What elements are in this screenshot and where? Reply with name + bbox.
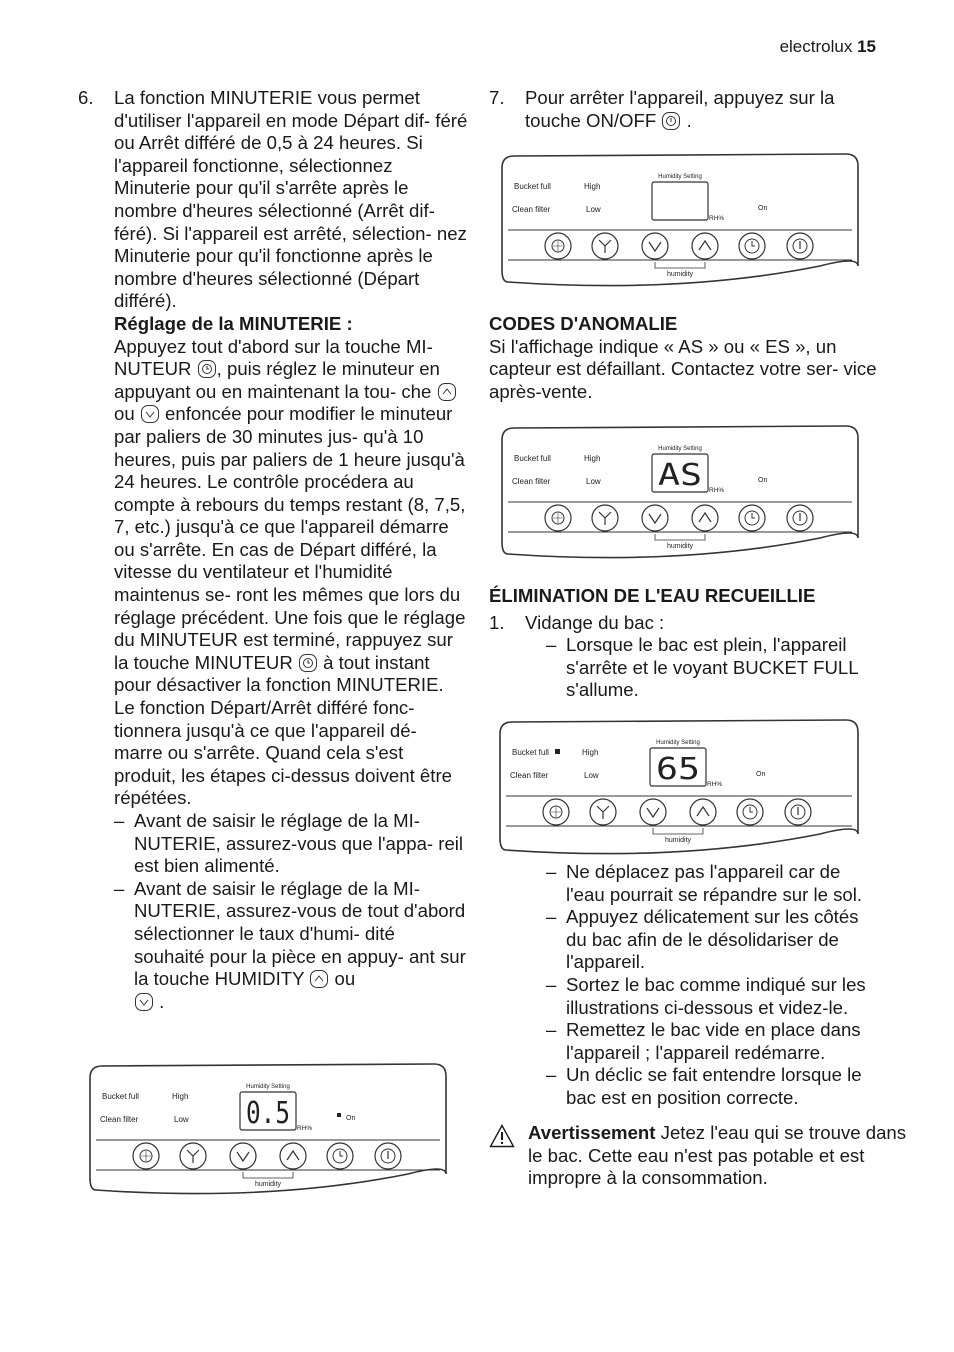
- humidity-label: humidity: [254, 1181, 282, 1188]
- up-arrow-icon: [438, 383, 456, 401]
- item-number: 6.: [78, 87, 94, 108]
- water-removal-section: [489, 585, 881, 702]
- high-label: High: [582, 748, 599, 757]
- power-icon: [662, 112, 680, 130]
- filter-icon: [133, 1143, 159, 1169]
- humidity-label: humidity: [666, 271, 694, 278]
- power-icon: [785, 799, 811, 825]
- clean-filter-label: Clean filter: [100, 1115, 139, 1124]
- error-codes-section: [489, 313, 881, 403]
- on-label: On: [758, 477, 768, 484]
- timer-instructions: Appuyez tout d'abord sur la touche MI- NUTEUR , puis réglez le minuteur en appuyant ou en maintenant la tou- che ou enfoncée pour modifier le minuteur par paliers de 30 minutes jus- qu'à 10 heures, puis par paliers de 1 heure jusqu'à 24 heures. Le contrôle procédera au compte à rebours du temps restant (8, 7,5, 7, etc.) jusqu'à ce que l'appareil démarre ou s'arrête. En cas de Départ différé, la vitesse du ventilateur et l'humidité maintenus se- ront les mêmes que lors du réglage précédent. Une fois que le réglage du MINUTEUR est terminé, rappuyez sur la touche MINUTEUR à tout instant pour désactiver la fonction MINUTERIE. Le fonction Départ/Arrêt différé fonc- tionnera jusqu'à ce que l'appareil dé- marre ou s'arrête. Quand cela s'est produit, les étapes ci-dessus doivent être répétées.: [114, 335, 466, 809]
- on-label: On: [756, 771, 766, 778]
- humidity-setting-label: Humidity Setting: [246, 1084, 290, 1090]
- timer-paragraph: La fonction MINUTERIE vous permet d'utiliser l'appareil en mode Départ dif- féré ou Arrêt différé de 0,5 à 24 heures. Si l'appareil fonctionne, sélectionnez Minuterie pour qu'il s'arrête après le nombre d'heures sélectionné (Arrêt dif- féré). Si l'appareil est arrêté, sélection- nez Minuterie pour qu'il fonctionne après le nombre d'heures sélectionné (Départ différé).: [114, 87, 468, 312]
- low-label: Low: [586, 205, 601, 214]
- warning-title: Avertissement: [528, 1122, 656, 1143]
- bucket-full-label: Bucket full: [514, 182, 551, 191]
- up-arrow-icon: [692, 505, 718, 531]
- fan-icon: [592, 505, 618, 531]
- left-column: [78, 87, 468, 1013]
- timer-icon: [739, 505, 765, 531]
- on-label: On: [346, 1115, 356, 1122]
- timer-subheading: Réglage de la MINUTERIE :: [114, 312, 353, 334]
- rh-label: RH%: [707, 781, 723, 788]
- up-arrow-icon: [280, 1143, 306, 1169]
- timer-icon: [299, 654, 317, 672]
- bullet-item: – Un déclic se fait entendre lorsque le bac est en position correcte.: [546, 1064, 881, 1109]
- bullet-item: – Appuyez délicatement sur les côtés du bac afin de le désolidariser de l'appareil.: [546, 906, 881, 974]
- display-window: [652, 182, 708, 220]
- up-arrow-icon: [310, 970, 328, 988]
- control-panel: [500, 424, 860, 560]
- down-arrow-icon: [230, 1143, 256, 1169]
- rh-label: RH%: [297, 1125, 313, 1132]
- bucket-bullets: [489, 861, 881, 1110]
- warning-icon: [489, 1124, 515, 1148]
- humidity-setting-label: Humidity Setting: [658, 174, 702, 180]
- bucket-full-label: Bucket full: [512, 748, 549, 757]
- timer-icon: [327, 1143, 353, 1169]
- rh-label: RH%: [709, 215, 725, 222]
- filter-icon: [545, 233, 571, 259]
- down-arrow-icon: [640, 799, 666, 825]
- humidity-setting-label: Humidity Setting: [658, 446, 702, 452]
- fan-icon: [592, 233, 618, 259]
- brand-name: electrolux: [779, 37, 853, 56]
- high-label: High: [584, 182, 601, 191]
- timer-icon: [739, 233, 765, 259]
- power-icon: [787, 505, 813, 531]
- timer-icon: [737, 799, 763, 825]
- warning-text: Jetez l'eau qui se trouve dans le bac. Cette eau n'est pas potable et est impropre à la consommation.: [528, 1122, 907, 1189]
- fan-icon: [180, 1143, 206, 1169]
- display-readout: AS: [658, 458, 702, 493]
- high-label: High: [172, 1092, 189, 1101]
- section-heading: CODES D'ANOMALIE: [489, 313, 678, 334]
- stop-instruction: Pour arrêter l'appareil, appuyez sur la touche ON/OFF: [525, 87, 835, 131]
- on-label: On: [758, 205, 768, 212]
- page-header: [780, 36, 876, 59]
- rh-label: RH%: [709, 487, 725, 494]
- display-readout: 0.5: [246, 1096, 290, 1131]
- bucket-full-label: Bucket full: [514, 454, 551, 463]
- filter-icon: [543, 799, 569, 825]
- item-number: 1.: [489, 611, 505, 633]
- bullet-item: – Avant de saisir le réglage de la MI- NUTERIE, assurez-vous de tout d'abord sélectionner le taux d'humi- dité souhaité pour la pièce en appuy- ant sur la touche HUMIDITY ou .: [114, 878, 468, 1014]
- on-led-icon: [337, 1113, 341, 1117]
- error-codes-text: Si l'affichage indique « AS » ou « ES », un capteur est défaillant. Contactez votre ser- vice après-vente.: [489, 335, 877, 402]
- step-text: Vidange du bac :: [525, 611, 665, 633]
- humidity-label: humidity: [666, 543, 694, 550]
- bullet-item: – Lorsque le bac est plein, l'appareil s'arrête et le voyant BUCKET FULL s'allume.: [546, 634, 881, 702]
- low-label: Low: [586, 477, 601, 486]
- bullet-item: – Sortez le bac comme indiqué sur les illustrations ci-dessous et videz-le.: [546, 974, 881, 1019]
- clean-filter-label: Clean filter: [512, 205, 551, 214]
- control-panel: [498, 718, 860, 856]
- humidity-label: humidity: [664, 837, 692, 844]
- down-arrow-icon: [141, 405, 159, 423]
- control-panel: [500, 152, 860, 288]
- bucket-led-icon: [555, 749, 560, 754]
- low-label: Low: [584, 771, 599, 780]
- warning-block: [489, 1122, 920, 1190]
- item-number: 7.: [489, 87, 505, 108]
- right-column: 7. Pour arrêter l'appareil, appuyez sur la touche ON/OFF .: [489, 87, 835, 131]
- up-arrow-icon: [692, 233, 718, 259]
- clean-filter-label: Clean filter: [512, 477, 551, 486]
- display-readout: 65: [656, 752, 700, 787]
- down-arrow-icon: [135, 993, 153, 1011]
- filter-icon: [545, 505, 571, 531]
- power-icon: [787, 233, 813, 259]
- control-panel: [88, 1062, 448, 1196]
- section-heading: ÉLIMINATION DE L'EAU RECUEILLIE: [489, 585, 816, 606]
- high-label: High: [584, 454, 601, 463]
- bucket-full-label: Bucket full: [102, 1092, 139, 1101]
- down-arrow-icon: [642, 233, 668, 259]
- bullet-item: – Avant de saisir le réglage de la MI- NUTERIE, assurez-vous que l'appa- reil est bien alimenté.: [114, 810, 468, 878]
- low-label: Low: [174, 1115, 189, 1124]
- power-icon: [375, 1143, 401, 1169]
- down-arrow-icon: [642, 505, 668, 531]
- humidity-setting-label: Humidity Setting: [656, 740, 700, 746]
- bullet-item: – Ne déplacez pas l'appareil car de l'eau pourrait se répandre sur le sol.: [546, 861, 881, 906]
- up-arrow-icon: [690, 799, 716, 825]
- page-number: 15: [857, 37, 876, 56]
- bullet-item: – Remettez le bac vide en place dans l'appareil ; l'appareil redémarre.: [546, 1019, 881, 1064]
- timer-icon: [198, 360, 216, 378]
- clean-filter-label: Clean filter: [510, 771, 549, 780]
- fan-icon: [590, 799, 616, 825]
